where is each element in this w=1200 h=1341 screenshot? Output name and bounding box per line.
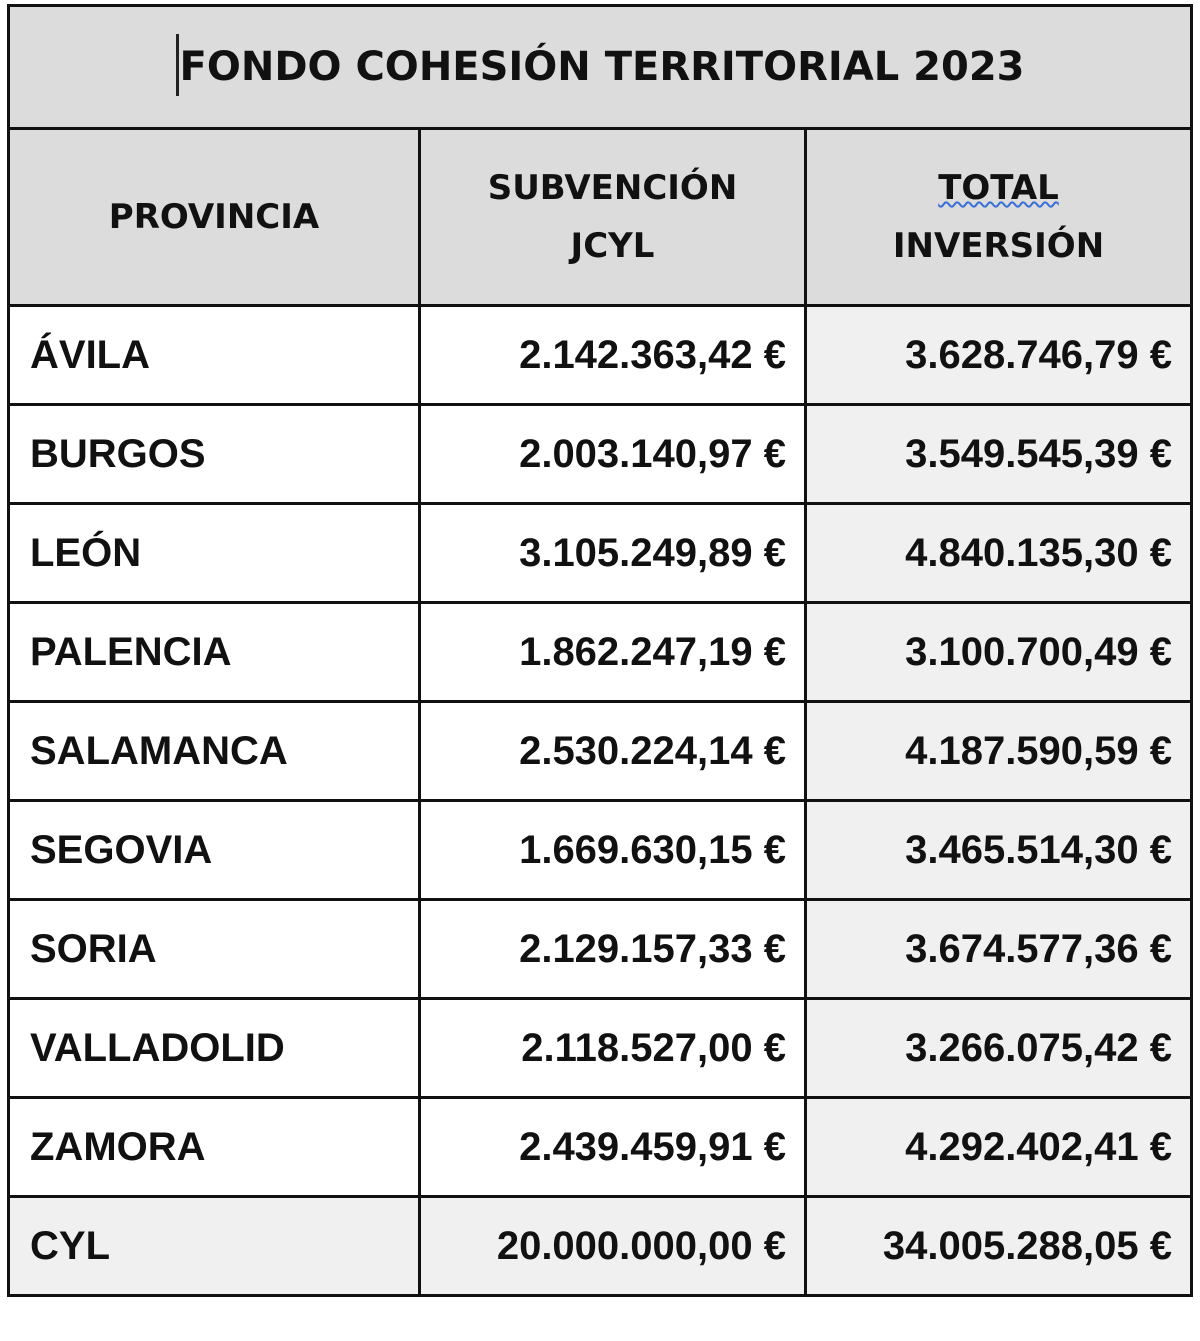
header-provincia-label: PROVINCIA [108,197,320,237]
table-row [9,603,1192,702]
cell-subvencion[interactable]: 1.669.630,15 € [420,801,806,900]
cell-subvencion[interactable]: 2.142.363,42 € [420,306,806,405]
table-row [9,306,1192,405]
cell-total[interactable]: 3.100.700,49 € [806,603,1192,702]
cell-provincia[interactable]: SEGOVIA [9,801,420,900]
cell-provincia[interactable]: BURGOS [9,405,420,504]
header-provincia[interactable] [9,129,420,306]
header-row [9,129,1192,306]
cell-subvencion[interactable]: 2.129.157,33 € [420,900,806,999]
cell-total[interactable]: 4.840.135,30 € [806,504,1192,603]
fondo-cohesion-table [7,4,1193,1297]
table-row [9,504,1192,603]
cell-total[interactable]: 3.549.545,39 € [806,405,1192,504]
cell-total[interactable]: 3.266.075,42 € [806,999,1192,1098]
cell-total[interactable]: 3.465.514,30 € [806,801,1192,900]
spellcheck-underlined-word[interactable]: TOTAL [938,168,1059,208]
cell-total[interactable]: 4.187.590,59 € [806,702,1192,801]
table-title: FONDO COHESIÓN TERRITORIAL 2023 [179,44,1025,90]
cell-total-subvencion[interactable]: 20.000.000,00 € [420,1197,806,1296]
cell-provincia[interactable]: LEÓN [9,504,420,603]
cell-provincia[interactable]: ZAMORA [9,1098,420,1197]
cell-provincia[interactable]: SALAMANCA [9,702,420,801]
text-cursor-icon [176,34,179,96]
cell-total-inversion[interactable]: 34.005.288,05 € [806,1197,1192,1296]
document-page [7,4,1190,1297]
header-total-inversion[interactable] [806,129,1192,306]
cell-provincia[interactable]: ÁVILA [9,306,420,405]
cell-subvencion[interactable]: 2.118.527,00 € [420,999,806,1098]
header-subvencion-line1: SUBVENCIÓN [487,168,738,208]
cell-total-label[interactable]: CYL [9,1197,420,1296]
header-subvencion-line2: JCYL [570,226,655,266]
cell-total[interactable]: 3.674.577,36 € [806,900,1192,999]
cell-subvencion[interactable]: 3.105.249,89 € [420,504,806,603]
table-row [9,702,1192,801]
total-row [9,1197,1192,1296]
cell-subvencion[interactable]: 2.530.224,14 € [420,702,806,801]
table-row [9,801,1192,900]
cell-subvencion[interactable]: 1.862.247,19 € [420,603,806,702]
table-row [9,405,1192,504]
cell-provincia[interactable]: SORIA [9,900,420,999]
header-subvencion[interactable] [420,129,806,306]
title-row [9,6,1192,129]
table-title-cell[interactable] [9,6,1192,129]
table-row [9,999,1192,1098]
cell-provincia[interactable]: VALLADOLID [9,999,420,1098]
cell-subvencion[interactable]: 2.003.140,97 € [420,405,806,504]
cell-provincia[interactable]: PALENCIA [9,603,420,702]
cell-subvencion[interactable]: 2.439.459,91 € [420,1098,806,1197]
header-total-line1 [807,159,1190,217]
table-row [9,1098,1192,1197]
header-total-line2: INVERSIÓN [892,226,1105,266]
cell-total[interactable]: 3.628.746,79 € [806,306,1192,405]
table-row [9,900,1192,999]
cell-total[interactable]: 4.292.402,41 € [806,1098,1192,1197]
